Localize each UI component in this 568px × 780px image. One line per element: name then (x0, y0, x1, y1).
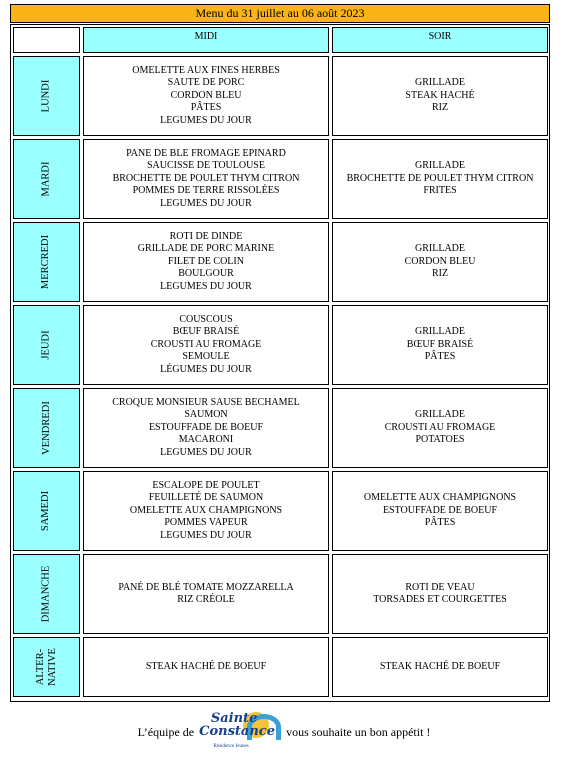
dish-item: PÂTES (424, 351, 456, 363)
dish-item: GRILLADE (415, 326, 465, 338)
dish-item: ESCALOPE DE POULET (152, 479, 260, 491)
dish-item: LEGUMES DU JOUR (160, 446, 252, 458)
midi-cell (83, 637, 329, 697)
dish-item: ESTOUFFADE DE BOEUF (148, 421, 264, 433)
dish-item: LEGUMES DU JOUR (160, 197, 252, 209)
dish-item: CROQUE MONSIEUR SAUSE BECHAMEL (112, 396, 300, 408)
logo-name-line2: Constance (199, 724, 275, 739)
soir-cell (332, 471, 548, 551)
dish-item: RIZ (431, 102, 449, 114)
dish-item: LEGUMES DU JOUR (160, 280, 252, 292)
logo-subtitle: Résidence Jeunes (213, 744, 249, 749)
dish-item: BŒUF BRAISÉ (406, 338, 474, 350)
dish-item: LEGUMES DU JOUR (160, 529, 252, 541)
day-cell (13, 222, 80, 302)
dish-item: GRILLADE (414, 160, 465, 172)
day-label: DIMANCHE (40, 565, 52, 623)
day-label: VENDREDI (40, 401, 52, 455)
midi-dish-list (151, 314, 262, 377)
dish-item: CORDON BLEU (170, 89, 242, 101)
dish-item: BROCHETTE DE POULET THYM CITRON (346, 172, 534, 184)
day-cell (13, 554, 80, 634)
logo-name-line1: Sainte (210, 711, 258, 726)
midi-dish-list (138, 231, 274, 294)
sainte-constance-logo (197, 708, 283, 756)
midi-dish-list (146, 661, 266, 674)
dish-item: BOULGOUR (178, 268, 234, 280)
soir-dish-list (385, 409, 496, 447)
dish-item: PÂTES (190, 102, 222, 114)
dish-item: CROUSTI AU FROMAGE (384, 421, 496, 433)
dish-item: LEGUMES DU JOUR (160, 114, 252, 126)
soir-dish-list (405, 77, 474, 115)
day-label: ALTER- NATIVE (34, 648, 58, 686)
soir-dish-list (373, 582, 507, 607)
midi-dish-list (113, 148, 300, 211)
soir-cell (332, 388, 548, 468)
dish-item: TORSADES ET COURGETTES (373, 594, 507, 605)
day-cell (13, 305, 80, 385)
soir-cell (332, 554, 548, 634)
midi-cell (83, 471, 329, 551)
footer-text-before: L’équipe de (137, 724, 195, 739)
soir-dish-list (364, 492, 516, 530)
dish-item: POTATOES (415, 434, 465, 446)
dish-item: RIZ (431, 268, 449, 280)
soir-cell (332, 637, 548, 697)
dish-item: LÉGUMES DU JOUR (160, 363, 252, 375)
dish-item: SAUMON (184, 409, 228, 421)
dish-item: BROCHETTE DE POULET THYM CITRON (112, 172, 300, 184)
soir-cell (332, 56, 548, 136)
soir-cell (332, 139, 548, 219)
dish-item: POMMES DE TERRE RISSOLÉES (132, 185, 280, 197)
day-cell (13, 388, 80, 468)
midi-cell (83, 222, 329, 302)
midi-cell (83, 554, 329, 634)
dish-item: GRILLADE (415, 243, 465, 255)
day-cell (13, 637, 80, 697)
header-midi: MIDI (83, 27, 329, 53)
midi-dish-list (130, 480, 282, 543)
dish-item: STEAK HACHÉ DE BOEUF (379, 660, 501, 672)
dish-item: CROUSTI AU FROMAGE (150, 338, 262, 350)
corner-cell (13, 27, 80, 53)
dish-item: STEAK HACHÉ DE BOEUF (145, 660, 267, 672)
logo-name (199, 711, 275, 739)
dish-item: FILET DE COLIN (168, 255, 244, 267)
day-label: JEUDI (40, 330, 52, 360)
dish-item: GRILLADE DE PORC MARINE (137, 243, 275, 255)
soir-cell (332, 222, 548, 302)
dish-item: GRILLADE (414, 77, 465, 89)
day-label: SAMEDI (40, 490, 52, 532)
day-cell (13, 471, 80, 551)
midi-dish-list (112, 397, 300, 460)
dish-item: GRILLADE (414, 409, 465, 421)
dish-item: CORDON BLEU (404, 255, 476, 267)
dish-item: SEMOULE (182, 351, 230, 363)
day-label: LUNDI (40, 79, 52, 113)
dish-item: PANÉ DE BLÉ TOMATE MOZZARELLA (118, 581, 294, 593)
midi-dish-list (132, 65, 280, 128)
dish-item: STEAK HACHÉ (405, 89, 475, 101)
midi-cell (83, 388, 329, 468)
menu-title: Menu du 31 juillet au 06 août 2023 (10, 4, 550, 23)
soir-dish-list (380, 661, 500, 674)
dish-item: ROTI DE VEAU (405, 581, 475, 593)
header-soir: SOIR (332, 27, 548, 53)
day-cell (13, 56, 80, 136)
soir-dish-list (407, 326, 473, 364)
dish-item: ESTOUFFADE DE BOEUF (382, 504, 498, 516)
dish-item: COUSCOUS (179, 313, 233, 325)
dish-item: OMELETTE AUX CHAMPIGNONS (363, 492, 517, 504)
midi-cell (83, 305, 329, 385)
day-cell (13, 139, 80, 219)
dish-item: PÂTES (424, 517, 456, 529)
dish-item: OMELETTE AUX FINES HERBES (132, 64, 280, 76)
dish-item: OMELETTE AUX CHAMPIGNONS (129, 504, 283, 516)
soir-cell (332, 305, 548, 385)
dish-item: MACARONI (178, 434, 234, 446)
dish-item: POMMES VAPEUR (164, 517, 248, 529)
dish-item: RIZ CRÉOLE (177, 594, 235, 605)
footer-text-after: vous souhaite un bon appétit ! (286, 724, 431, 739)
dish-item: BŒUF BRAISÉ (172, 326, 240, 338)
midi-dish-list (118, 582, 293, 607)
midi-cell (83, 139, 329, 219)
dish-item: PANE DE BLE FROMAGE EPINARD (126, 147, 286, 159)
dish-item: SAUCISSE DE TOULOUSE (147, 160, 265, 172)
day-label: MARDI (40, 161, 52, 197)
dish-item: ROTI DE DINDE (169, 230, 243, 242)
footer (0, 706, 568, 758)
midi-cell (83, 56, 329, 136)
day-label: MERCREDI (40, 234, 52, 290)
soir-dish-list (405, 243, 476, 281)
soir-dish-list (347, 160, 534, 198)
dish-item: SAUTE DE PORC (167, 77, 245, 89)
menu-table (10, 24, 550, 702)
dish-item: FRITES (423, 185, 457, 197)
dish-item: FEUILLETÉ DE SAUMON (148, 492, 264, 504)
